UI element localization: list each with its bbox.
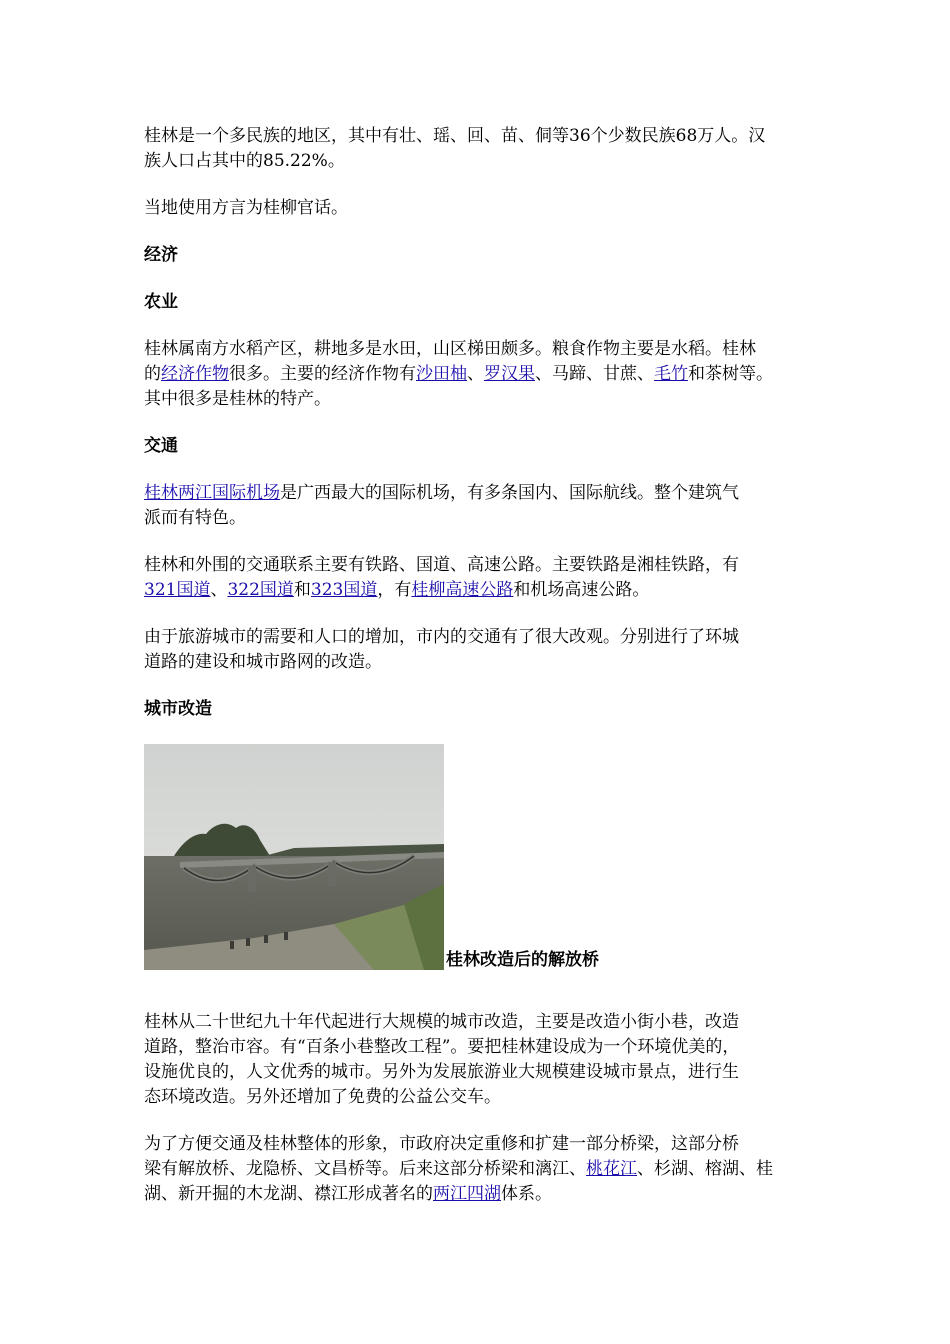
dialect-paragraph: 当地使用方言为桂柳官话。 [144,198,348,218]
link-national-road-321[interactable]: 321国道 [144,580,211,600]
heading-economy: 经济 [144,245,178,265]
jiefang-bridge-photo [144,744,444,970]
population-paragraph: 桂林是一个多民族的地区，其中有壮、瑶、回、苗、侗等36个少数民族68万人。汉 族人口占其中的85.22%。 [144,126,766,171]
heading-transport: 交通 [144,436,178,456]
link-taohua-river[interactable]: 桃花江 [586,1159,637,1179]
bridge-figure [144,744,808,970]
link-shatian-pomelo[interactable]: 沙田柚 [416,364,467,384]
agriculture-paragraph: 桂林属南方水稻产区，耕地多是水田，山区梯田颇多。粮食作物主要是水稻。桂林 的经济作物很多。主要的经济作物有沙田柚、罗汉果、马蹄、甘蔗、毛竹和茶树等。 其中很多是桂林的特产。 [144,339,773,409]
link-two-rivers-four-lakes[interactable]: 两江四湖 [433,1184,501,1204]
link-liangjiang-airport[interactable]: 桂林两江国际机场 [144,483,280,503]
heading-urban-renewal: 城市改造 [144,699,212,719]
link-moso-bamboo[interactable]: 毛竹 [654,364,688,384]
link-luohan-guo[interactable]: 罗汉果 [484,364,535,384]
heading-agriculture: 农业 [144,292,178,312]
city-traffic-paragraph: 由于旅游城市的需要和人口的增加，市内的交通有了很大改观。分别进行了环城 道路的建设和城市路网的改造。 [144,627,739,672]
document-page [144,124,808,1229]
renewal-paragraph: 桂林从二十世纪九十年代起进行大规模的城市改造，主要是改造小街小巷，改造 道路，整治市容。有“百条小巷整改工程”。要把桂林建设成为一个环境优美的， 设施优良的，人文优秀的城市。另外为发展旅游业大规模建设城市景点，进行生 态环境改造。另外还增加了免费的公益公交车。 [144,1012,740,1107]
link-cash-crops[interactable]: 经济作物 [161,364,229,384]
link-guiliu-expressway[interactable]: 桂柳高速公路 [411,580,514,600]
link-national-road-322[interactable]: 322国道 [227,580,294,600]
link-national-road-323[interactable]: 323国道 [310,580,378,600]
roads-paragraph: 桂林和外围的交通联系主要有铁路、国道、高速公路。主要铁路是湘桂铁路，有 321国道、322国道和323国道，有桂柳高速公路和机场高速公路。 [144,555,739,600]
airport-paragraph: 桂林两江国际机场是广西最大的国际机场，有多条国内、国际航线。整个建筑气 派而有特色。 [144,483,739,528]
bridges-paragraph: 为了方便交通及桂林整体的形象，市政府决定重修和扩建一部分桥梁，这部分桥 梁有解放桥、龙隐桥、文昌桥等。后来这部分桥梁和漓江、桃花江、杉湖、榕湖、桂 湖、新开掘的木龙湖、襟江形成著名的两江四湖体系。 [144,1134,773,1204]
figure-caption: 桂林改造后的解放桥 [446,950,599,970]
